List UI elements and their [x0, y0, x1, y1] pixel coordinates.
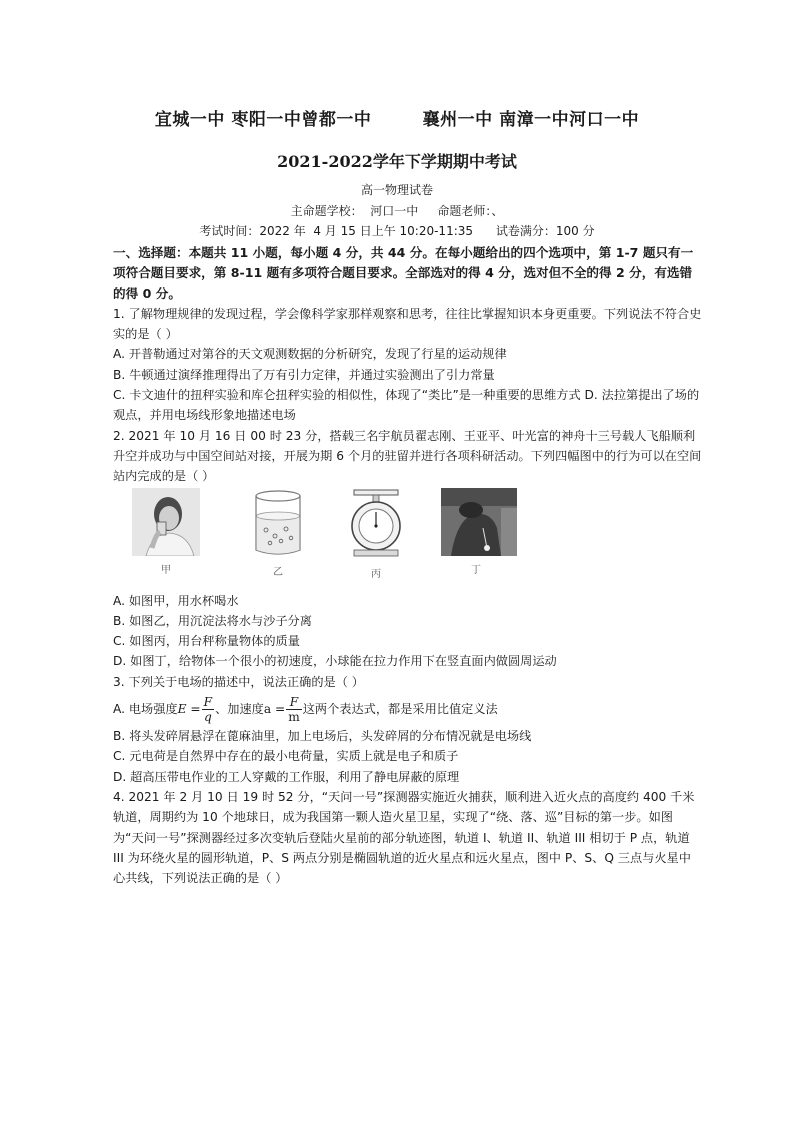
q3-a-suffix: 这两个表达式，都是采用比值定义法 [302, 702, 498, 717]
q2-option-a: A. 如图甲，用水杯喝水 [113, 593, 239, 608]
q1-stem: 1. 了解物理规律的发现过程，学会像科学家那样观察和思考，往往比掌握知识本身更重要。下列说法不符合史实的是（ ） [113, 306, 702, 342]
exam-time-line: 考试时间：2022 年 4 月 15 日上午 10:20-11:35 试卷满分：100 分 [199, 224, 595, 238]
q1-option-a: A. 开普勒通过对第谷的天文观测数据的分析研究，发现了行星的运动规律 [113, 347, 507, 362]
q3-a-mid: 、加速度 [215, 702, 264, 717]
exam-title: 2021-2022学年下学期期中考试 [277, 152, 517, 171]
figure-ding [441, 488, 511, 581]
question-body [113, 243, 703, 888]
formula-a-fraction [286, 695, 302, 724]
q2-stem: 2. 2021 年 10 月 16 日 00 时 23 分，搭载三名宇航员翟志刚、王亚平、叶光富的神舟十三号载人飞船顺利升空并成功与中国空间站对接，开展为期 6 个月的驻留并进行各项科研活动。下列四幅图中的行为可以在空间站内完成的是（ ） [113, 428, 702, 484]
platform-scale-image [346, 488, 406, 560]
q1-option-c: C. 卡文迪什的扭秤实验和库仑扭秤实验的相似性，体现了“类比”是一种重要的思维方式 D. 法拉第提出了场的观点，并用电场线形象地描述电场 [113, 388, 700, 423]
person-drinking-image [132, 488, 200, 556]
q2-figures [113, 488, 703, 588]
school-list: 宜城一中 枣阳一中曾都一中 襄州一中 南漳一中河口一中 [154, 110, 640, 130]
q3-option-d: D. 超高压带电作业的工人穿戴的工作服，利用了静电屏蔽的原理 [113, 769, 460, 784]
paper-name: 高一物理试卷 [360, 183, 433, 197]
host-school-line: 主命题学校： 河口一中 命题老师：、 [290, 204, 504, 218]
formula-a-numerator: F [286, 695, 302, 710]
figure-jia [131, 488, 201, 581]
q3-stem: 3. 下列关于电场的描述中，说法正确的是（ ） [113, 674, 364, 689]
formula-e-denominator: q [203, 710, 212, 725]
formula-e-fraction [202, 695, 214, 724]
q3-option-a [113, 692, 703, 726]
figure-label-yi: 乙 [273, 566, 283, 578]
section-title: 一、选择题：本题共 11 小题，每小题 4 分，共 44 分。在每小题给出的四个选项中，第 1-7 题只有一项符合题目要求，第 8-11 题有多项符合题目要求。全部选对的得 4 分，选对但不全的得 2 分，有选错的得 0 分。 [113, 245, 694, 301]
figure-yi [243, 488, 313, 583]
ball-circular-motion-image [441, 488, 517, 556]
q2-option-b: B. 如图乙，用沉淀法将水与沙子分离 [113, 613, 312, 628]
q2-option-c: C. 如图丙，用台秤称量物体的质量 [113, 634, 300, 649]
figure-label-ding: 丁 [471, 564, 481, 576]
formula-e-numerator: F [203, 695, 213, 710]
formula-a-denominator: m [288, 710, 300, 725]
formula-e-lhs: E = [177, 702, 201, 717]
formula-a-lhs: a = [263, 702, 286, 717]
figure-label-jia: 甲 [161, 564, 171, 576]
q2-option-d: D. 如图丁，给物体一个很小的初速度，小球能在拉力作用下在竖直面内做圆周运动 [113, 654, 557, 669]
q1-option-b: B. 牛顿通过演绎推理得出了万有引力定律，并通过实验测出了引力常量 [113, 367, 495, 382]
figure-bing [341, 488, 411, 585]
q4-stem: 4. 2021 年 2 月 10 日 19 时 52 分，“天问一号”探测器实施近火捕获，顺利进入近火点的高度约 400 千米轨道，周期约为 10 个地球日，成为我国第一颗人造火星卫星，实现了“绕、落、巡”目标的第一步。如图为“天问一号”探测器经过多次变轨后登陆火星前的部分轨迹图，轨道 I、轨道 II、轨道 III 相切于 P 点，轨道 III 为环绕火星的圆形轨道，P、S 两点分别是椭圆轨道的近火星点和远火星点，图中 P、S、Q 三点与火星中心共线，下列说法正确的是（ ） [113, 789, 695, 886]
figure-label-bing: 丙 [371, 568, 381, 580]
q3-a-prefix: A. 电场强度 [113, 702, 178, 717]
beaker-with-sand-image [248, 488, 308, 558]
q3-option-c: C. 元电荷是自然界中存在的最小电荷量，实质上就是电子和质子 [113, 749, 459, 764]
q3-option-b: B. 将头发碎屑悬浮在蓖麻油里，加上电场后，头发碎屑的分布情况就是电场线 [113, 729, 532, 744]
